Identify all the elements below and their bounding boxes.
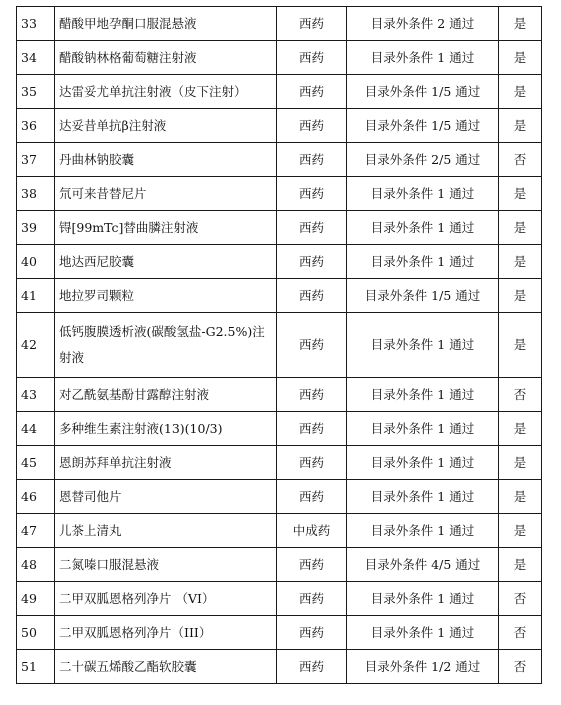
- review-condition-cell: 目录外条件 1 通过: [347, 446, 499, 480]
- review-condition-cell: 目录外条件 1 通过: [347, 245, 499, 279]
- review-result-cell: 是: [499, 548, 542, 582]
- review-condition-cell: 目录外条件 1/5 通过: [347, 279, 499, 313]
- drug-type-cell: 西药: [277, 211, 347, 245]
- drug-name-cell: 二甲双胍恩格列净片（III）: [55, 616, 277, 650]
- row-number-cell: 33: [17, 7, 55, 41]
- drug-type-cell: 西药: [277, 177, 347, 211]
- drug-name-cell: 恩朗苏拜单抗注射液: [55, 446, 277, 480]
- drug-name-cell: 对乙酰氨基酚甘露醇注射液: [55, 378, 277, 412]
- drug-type-cell: 西药: [277, 143, 347, 177]
- row-number-cell: 40: [17, 245, 55, 279]
- table-row: [17, 7, 542, 41]
- review-result-cell: 是: [499, 245, 542, 279]
- row-number-cell: 42: [17, 313, 55, 378]
- table-row: [17, 313, 542, 378]
- row-number-cell: 43: [17, 378, 55, 412]
- review-result-cell: 否: [499, 378, 542, 412]
- review-result-cell: 是: [499, 279, 542, 313]
- drug-name-cell: 氘可来昔替尼片: [55, 177, 277, 211]
- review-result-cell: 是: [499, 177, 542, 211]
- review-result-cell: 否: [499, 582, 542, 616]
- table-row: [17, 177, 542, 211]
- table-body: [17, 7, 542, 684]
- drug-name-cell: 二甲双胍恩格列净片 （VI）: [55, 582, 277, 616]
- review-condition-cell: 目录外条件 1 通过: [347, 412, 499, 446]
- drug-type-cell: 西药: [277, 480, 347, 514]
- drug-type-cell: 西药: [277, 412, 347, 446]
- drug-type-cell: 西药: [277, 75, 347, 109]
- review-condition-cell: 目录外条件 1 通过: [347, 514, 499, 548]
- table-row: [17, 446, 542, 480]
- drug-type-cell: 中成药: [277, 514, 347, 548]
- table-row: [17, 245, 542, 279]
- review-condition-cell: 目录外条件 1 通过: [347, 41, 499, 75]
- row-number-cell: 51: [17, 650, 55, 684]
- drug-name-cell: 地达西尼胶囊: [55, 245, 277, 279]
- drug-name-cell: 恩替司他片: [55, 480, 277, 514]
- drug-type-cell: 西药: [277, 446, 347, 480]
- review-result-cell: 是: [499, 446, 542, 480]
- review-condition-cell: 目录外条件 1 通过: [347, 378, 499, 412]
- table-row: [17, 650, 542, 684]
- drug-name-cell: 低钙腹膜透析液(碳酸氢盐-G2.5%)注射液: [55, 313, 277, 378]
- drug-name-cell: 达妥昔单抗β注射液: [55, 109, 277, 143]
- review-condition-cell: 目录外条件 1 通过: [347, 582, 499, 616]
- review-result-cell: 是: [499, 75, 542, 109]
- drug-type-cell: 西药: [277, 279, 347, 313]
- review-condition-cell: 目录外条件 4/5 通过: [347, 548, 499, 582]
- review-result-cell: 是: [499, 211, 542, 245]
- table-row: [17, 75, 542, 109]
- drug-name-cell: 锝[99mTc]替曲膦注射液: [55, 211, 277, 245]
- drug-name-cell: 醋酸甲地孕酮口服混悬液: [55, 7, 277, 41]
- row-number-cell: 45: [17, 446, 55, 480]
- drug-type-cell: 西药: [277, 616, 347, 650]
- review-condition-cell: 目录外条件 1 通过: [347, 211, 499, 245]
- table-row: [17, 279, 542, 313]
- review-result-cell: 是: [499, 480, 542, 514]
- row-number-cell: 34: [17, 41, 55, 75]
- drug-type-cell: 西药: [277, 7, 347, 41]
- review-condition-cell: 目录外条件 1/2 通过: [347, 650, 499, 684]
- row-number-cell: 44: [17, 412, 55, 446]
- review-condition-cell: 目录外条件 2 通过: [347, 7, 499, 41]
- row-number-cell: 46: [17, 480, 55, 514]
- review-result-cell: 否: [499, 650, 542, 684]
- drug-review-table: [16, 6, 542, 684]
- table-row: [17, 109, 542, 143]
- row-number-cell: 41: [17, 279, 55, 313]
- table-row: [17, 211, 542, 245]
- table-row: [17, 616, 542, 650]
- drug-type-cell: 西药: [277, 650, 347, 684]
- review-result-cell: 是: [499, 412, 542, 446]
- table-row: [17, 378, 542, 412]
- row-number-cell: 37: [17, 143, 55, 177]
- table-row: [17, 582, 542, 616]
- row-number-cell: 49: [17, 582, 55, 616]
- review-condition-cell: 目录外条件 1/5 通过: [347, 75, 499, 109]
- drug-type-cell: 西药: [277, 378, 347, 412]
- row-number-cell: 39: [17, 211, 55, 245]
- review-result-cell: 是: [499, 41, 542, 75]
- row-number-cell: 35: [17, 75, 55, 109]
- review-condition-cell: 目录外条件 1 通过: [347, 177, 499, 211]
- review-condition-cell: 目录外条件 1/5 通过: [347, 109, 499, 143]
- table-row: [17, 548, 542, 582]
- drug-type-cell: 西药: [277, 245, 347, 279]
- review-condition-cell: 目录外条件 1 通过: [347, 616, 499, 650]
- row-number-cell: 36: [17, 109, 55, 143]
- review-condition-cell: 目录外条件 1 通过: [347, 313, 499, 378]
- drug-name-cell: 达雷妥尤单抗注射液（皮下注射）: [55, 75, 277, 109]
- drug-type-cell: 西药: [277, 548, 347, 582]
- review-condition-cell: 目录外条件 2/5 通过: [347, 143, 499, 177]
- drug-name-cell: 醋酸钠林格葡萄糖注射液: [55, 41, 277, 75]
- drug-type-cell: 西药: [277, 109, 347, 143]
- review-result-cell: 是: [499, 514, 542, 548]
- review-result-cell: 是: [499, 7, 542, 41]
- drug-name-cell: 地拉罗司颗粒: [55, 279, 277, 313]
- drug-name-cell: 多种维生素注射液(13)(10/3): [55, 412, 277, 446]
- table-row: [17, 514, 542, 548]
- table-row: [17, 480, 542, 514]
- drug-type-cell: 西药: [277, 41, 347, 75]
- drug-name-cell: 丹曲林钠胶囊: [55, 143, 277, 177]
- review-result-cell: 否: [499, 616, 542, 650]
- row-number-cell: 48: [17, 548, 55, 582]
- review-result-cell: 是: [499, 109, 542, 143]
- review-result-cell: 否: [499, 143, 542, 177]
- row-number-cell: 47: [17, 514, 55, 548]
- drug-type-cell: 西药: [277, 313, 347, 378]
- table-row: [17, 412, 542, 446]
- drug-name-cell: 二氮嗪口服混悬液: [55, 548, 277, 582]
- row-number-cell: 38: [17, 177, 55, 211]
- drug-name-cell: 儿茶上清丸: [55, 514, 277, 548]
- review-condition-cell: 目录外条件 1 通过: [347, 480, 499, 514]
- drug-name-cell: 二十碳五烯酸乙酯软胶囊: [55, 650, 277, 684]
- table-row: [17, 143, 542, 177]
- row-number-cell: 50: [17, 616, 55, 650]
- table-row: [17, 41, 542, 75]
- review-result-cell: 是: [499, 313, 542, 378]
- drug-type-cell: 西药: [277, 582, 347, 616]
